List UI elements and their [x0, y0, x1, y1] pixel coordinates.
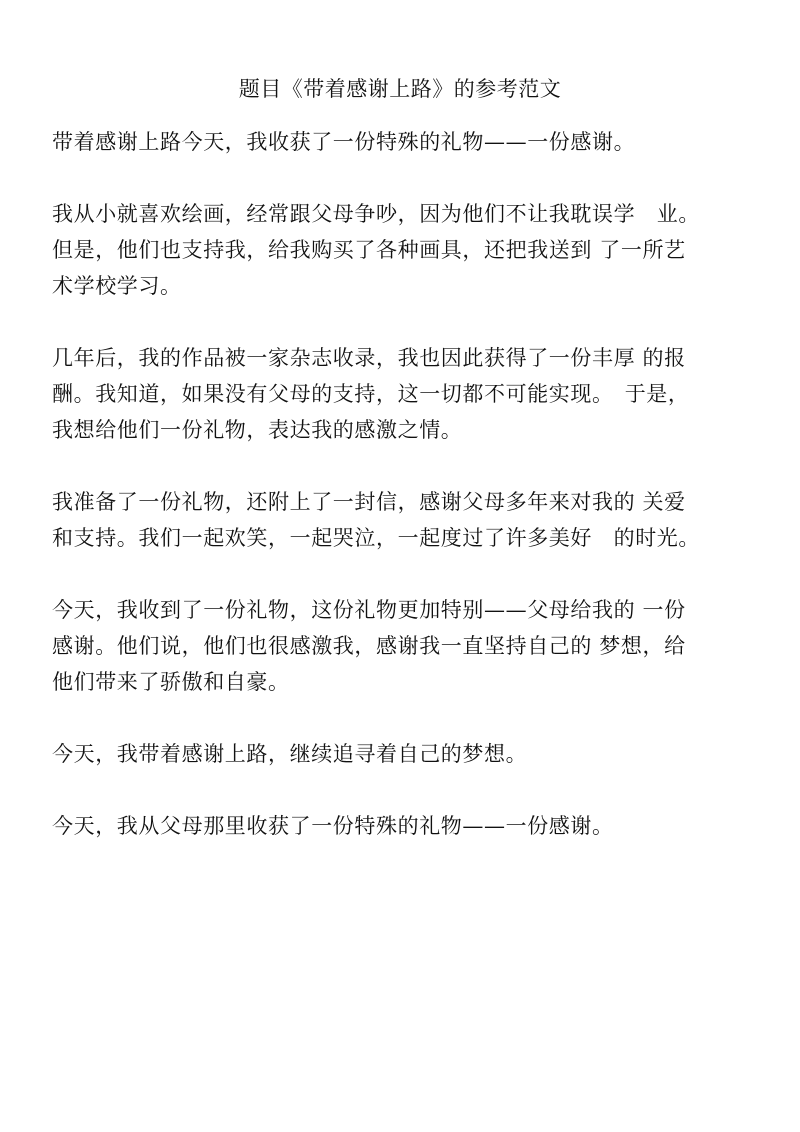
text-line: 但是，他们也支持我，给我购买了各种画具，还把我送到 了一所艺: [52, 238, 686, 262]
paragraph-1: [52, 124, 772, 160]
document-body: [52, 124, 772, 880]
text-line: 术学校学习。: [52, 274, 182, 298]
text-line: 我准备了一份礼物，还附上了一封信，感谢父母多年来对我的 关爱: [52, 490, 686, 514]
text-line: 我想给他们一份礼物，表达我的感激之情。: [52, 418, 463, 442]
document-title: 题目《带着感谢上路》的参考范文: [238, 77, 562, 101]
paragraph-4: [52, 484, 772, 556]
paragraph-2: [52, 196, 772, 304]
text-line: 带着感谢上路今天，我收获了一份特殊的礼物——一份感谢。: [52, 130, 636, 154]
paragraph-7: [52, 808, 772, 844]
text-line: 感谢。他们说，他们也很感激我，感谢我一直坚持自己的 梦想，给: [52, 634, 686, 658]
text-line: 今天，我带着感谢上路，继续追寻着自己的梦想。: [52, 742, 528, 766]
text-line: 我从小就喜欢绘画，经常跟父母争吵，因为他们不让我耽误学 业。: [52, 202, 700, 226]
text-line: 酬。我知道，如果没有父母的支持，这一切都不可能实现。 于是，: [52, 382, 690, 406]
text-line: 几年后，我的作品被一家杂志收录，我也因此获得了一份丰厚 的报: [52, 346, 686, 370]
text-line: 和支持。我们一起欢笑，一起哭泣，一起度过了许多美好 的时光。: [52, 526, 700, 550]
paragraph-3: [52, 340, 772, 448]
text-line: 今天，我从父母那里收获了一份特殊的礼物——一份感谢。: [52, 814, 614, 838]
paragraph-6: [52, 736, 772, 772]
paragraph-5: [52, 592, 772, 700]
text-line: 今天，我收到了一份礼物，这份礼物更加特别——父母给我的 一份: [52, 598, 686, 622]
text-line: 他们带来了骄傲和自豪。: [52, 670, 290, 694]
